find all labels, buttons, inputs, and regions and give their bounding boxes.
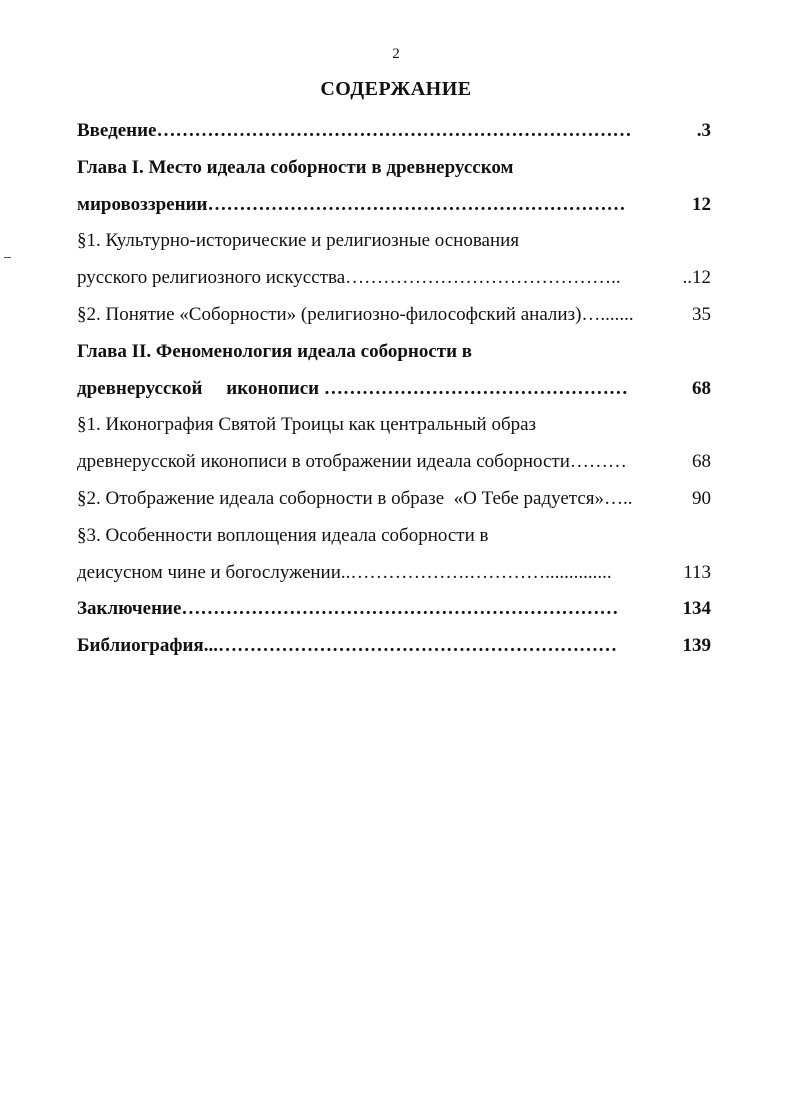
toc-leader-dots: ………………………………………… [323, 377, 628, 399]
toc-page-number: 134 [682, 598, 711, 620]
table-of-contents [77, 113, 711, 665]
toc-entry-bibliography[interactable] [77, 628, 711, 665]
toc-entry-section-2-3[interactable] [77, 555, 711, 592]
toc-page-number: 12 [692, 193, 711, 215]
toc-entry-section-1-1-title[interactable]: §1. Культурно-исторические и религиозные основания [77, 230, 520, 252]
toc-entry-text: Библиография [77, 635, 204, 657]
toc-entry-chapter2-title[interactable]: Глава II. Феноменология идеала соборности в [77, 340, 473, 362]
toc-leader-dots: ….. [604, 487, 633, 509]
toc-entry-text: древнерусской иконописи [77, 377, 324, 399]
toc-leader-dots: …....... [581, 303, 634, 325]
margin-mark [4, 257, 11, 258]
toc-entry-text: деисусном чине и богослужении [77, 561, 341, 583]
toc-leader-dots: ……… [569, 451, 627, 473]
toc-leader-dots: …………………………………….. [345, 267, 621, 289]
toc-entry-text: русского религиозного искусства [77, 267, 346, 289]
toc-page-number: 113 [683, 561, 711, 583]
toc-page-number: .3 [696, 120, 711, 141]
toc-entry-text: Заключение [77, 598, 182, 620]
toc-leader-dots: ………………………………………………………… [207, 193, 626, 215]
toc-page-number: 68 [692, 377, 711, 399]
page-title: СОДЕРЖАНИЕ [320, 78, 472, 100]
toc-leader-dots: ...……………………………………………………… [203, 635, 617, 657]
toc-entry-conclusion[interactable] [77, 591, 711, 628]
toc-entry-chapter1-title[interactable]: Глава I. Место идеала соборности в древнерусском [77, 156, 514, 178]
toc-entry-intro[interactable] [77, 113, 711, 150]
toc-entry-text: §2. Отображение идеала соборности в образе «О Тебе радуется» [77, 487, 604, 509]
toc-entry-section-1-1[interactable] [77, 260, 711, 297]
toc-entry-text: древнерусской иконописи в отображении идеала соборности [77, 451, 570, 473]
toc-page-number: 90 [692, 487, 711, 509]
toc-entry-chapter2[interactable] [77, 371, 711, 408]
toc-entry-text: мировоззрении [77, 193, 208, 215]
toc-entry-text: Введение [77, 120, 157, 141]
toc-page-number: 68 [692, 451, 711, 473]
toc-entry-section-2-3-title[interactable]: §3. Особенности воплощения идеала соборности в [77, 524, 489, 546]
toc-entry-section-2-1-title[interactable]: §1. Иконография Святой Троицы как центральный образ [77, 414, 537, 436]
toc-leader-dots: ..……………….………….............. [340, 561, 612, 583]
toc-leader-dots: ………………………………………………………………… [156, 120, 632, 141]
toc-leader-dots: …………………………………………………………… [181, 598, 619, 620]
toc-entry-chapter1[interactable] [77, 187, 711, 224]
toc-page-number: 35 [692, 303, 711, 325]
toc-entry-section-2-1[interactable] [77, 444, 711, 481]
toc-page-number: ..12 [682, 267, 711, 289]
page-number: 2 [392, 46, 400, 62]
toc-page-number: 139 [682, 635, 711, 657]
toc-entry-section-2-2[interactable] [77, 481, 711, 518]
toc-entry-section-1-2[interactable] [77, 297, 711, 334]
toc-entry-text: §2. Понятие «Соборности» (религиозно-философский анализ) [77, 303, 582, 325]
